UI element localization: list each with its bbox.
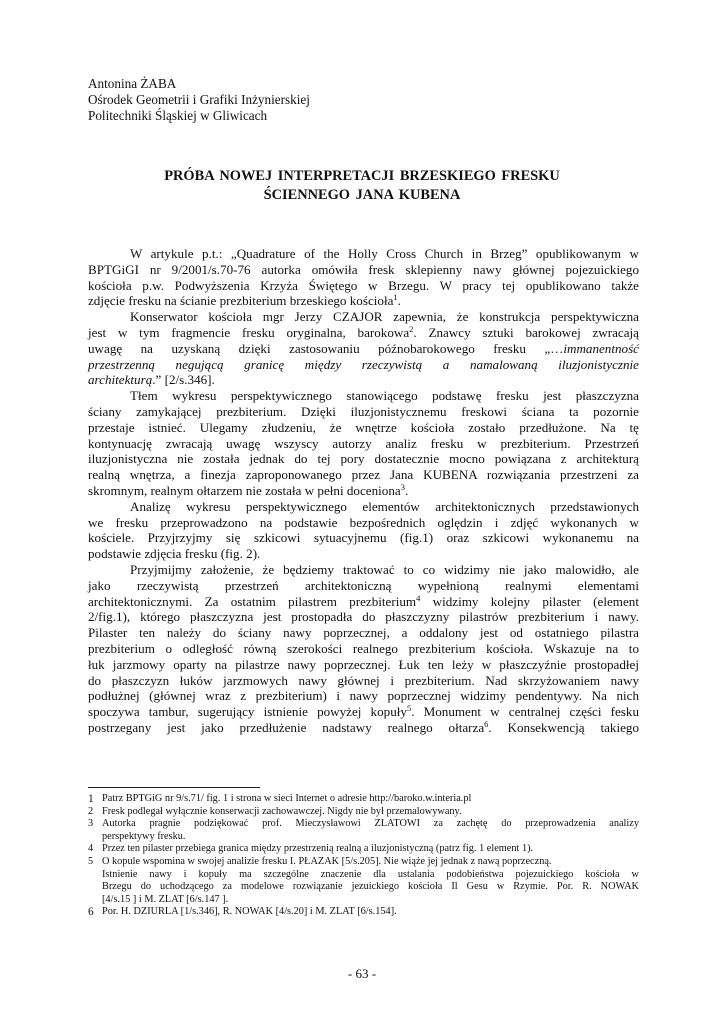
text-line: iluzjonistyczna nie została jednak do tej pory dostatecznie mocno powiązana z architekturą: [88, 451, 639, 467]
paragraph-1: [88, 246, 639, 309]
text-run: architektonicznymi. Za ostatnim pilastrem prezbiterium: [88, 593, 417, 609]
text-line: BPTGiGI nr 9/2001/s.70-76 autorka omówiła fresk sklepienny nawy głównej pojezuickiego: [88, 261, 639, 277]
page-number: - 63 -: [347, 966, 377, 981]
text-line: przestaje istnieć. Ulegamy złudzeniu, że wnętrze kościoła zostało przedłużone. Na tę: [88, 419, 639, 435]
footnote-text: Por. H. DZIURLA [1/s.346], R. NOWAK [4/s.20] i M. ZLAT [6/s.154].: [102, 906, 397, 918]
paragraph-2: [88, 309, 639, 388]
footnote-ref-6: 6: [484, 718, 489, 729]
text-line: [88, 357, 639, 373]
text-line: podłużnej (głównej wraz z prezbiterium) i nawy poprzecznej widzimy pendentywy. Na nich: [88, 688, 639, 704]
text-run: uwagę na uzyskaną dzięki zastosowaniu późnobarokowego fresku „…: [88, 340, 564, 356]
text-run: . Monument w centralnej części fesku: [411, 704, 639, 720]
text-line: Konserwator kościoła mgr Jerzy CZAJOR zapewnia, że konstrukcja perspektywiczna: [130, 309, 639, 325]
text-line: [88, 293, 639, 309]
text-line: [88, 372, 639, 388]
footnote-text: Brzegu do uchodzącego za modelowe rozwiązanie jezuickiego kościoła Il Gesu w Rzymie. Por. R. NOWAK: [102, 881, 639, 893]
footnote-4: [88, 843, 639, 856]
text-line: [88, 325, 639, 341]
text-line: Analizę wykresu perspektywicznego elementów architektonicznych przedstawionych: [130, 498, 639, 514]
footnote-text: Autorka pragnie podziękować prof. Mieczysławowi ZLATOWI za zachętę do przeprowadzenia analizy: [102, 818, 639, 830]
footnote-number: 3: [88, 818, 94, 830]
footnote-separator: [88, 787, 260, 788]
text-run: widzimy kolejny pilaster (element: [420, 593, 639, 609]
text-line: [88, 483, 639, 499]
text-line: [88, 704, 639, 720]
text-run: skromnym, realnym ołtarzem nie została w pełni doceniona: [88, 482, 401, 498]
text-line: [88, 341, 639, 357]
text-line: podstawie zdjęcia fresku (fig. 2).: [88, 546, 261, 562]
text-run: .” [2/s.346].: [152, 372, 215, 388]
text-line: Przyjmijmy założenie, że będziemy traktować to co widzimy nie jako malowidło, ale: [130, 561, 639, 577]
text-line: we fresku przeprowadzono na podstawie bezpośrednich oględzin i zdjęć wykonanych w: [88, 514, 639, 530]
text-line: kościoła p.w. Podwyższenia Krzyża Świętego w Brzegu. W pracy tej opublikowano także: [88, 277, 639, 293]
title-line-2: ŚCIENNEGO JANA KUBENA: [263, 187, 461, 203]
text-line: realną wnętrza, a finezja zaproponowanego przez Jana KUBENA rozwiązania przestrzeni za: [88, 467, 639, 483]
text-line: kontynuację zwracają uwagę wszyscy autorzy analiz fresku w prezbiterium. Przestrzeń: [88, 435, 639, 451]
footnote-text: Przez ten pilaster przebiega granica między przestrzenią realną a iluzjonistyczną (patrz fig. 1 element 1).: [102, 843, 534, 855]
text-line: do płaszczyzn łuków jarzmowych nawy głównej i prezbiterium. Nad skrzyżowaniem nawy: [88, 672, 639, 688]
footnote-text: Fresk podlegał wyłącznie konserwacji zachowawczej. Nigdy nie był przemalowywany.: [102, 805, 462, 817]
text-line: łuk jarzmowy oparty na pilastrze nawy poprzecznej. Łuk ten leży w płaszczyźnie prostopadłej: [88, 656, 639, 672]
paragraph-5: [88, 562, 639, 736]
footnote-number: 4: [88, 843, 94, 855]
footnote-1: [88, 793, 639, 806]
footnote-5: [88, 856, 639, 906]
footnotes: [88, 793, 639, 919]
text-line: [88, 720, 639, 736]
footnote-text: O kopule wspomina w swojej analizie fresku I. PŁAZAK [5/s.205]. Nie wiąże jej jednak z nawą poprzeczną.: [102, 855, 552, 867]
footnote-ref-4: 4: [416, 592, 421, 603]
text-run: . Znawcy sztuki barokowej zwracają: [413, 324, 639, 340]
text-run: . Konsekwencją takiego: [488, 719, 639, 735]
affiliation-line-2: Politechniki Śląskiej w Gliwicach: [88, 108, 268, 124]
author-name: Antonina ŻABA: [88, 76, 177, 91]
text-line: Tłem wykresu perspektywicznego stanowiącego podstawę fresku jest płaszczyzna: [130, 388, 639, 404]
footnote-ref-2: 2: [409, 323, 414, 334]
footnote-2: [88, 806, 639, 819]
text-run: .: [397, 293, 401, 309]
text-line: 2/fig.1), którego płaszczyzna jest prostopadła do płaszczyzny pilastrów prezbiterium i nawy.: [88, 609, 639, 625]
footnote-text: Patrz BPTGiG nr 9/s.71/ fig. 1 i strona w sieci Internet o adresie http://baroko.w.interia.pl: [102, 793, 472, 804]
text-line: W artykule p.t.: „Quadrature of the Holly Cross Church in Brzeg” opublikowanym w: [130, 246, 639, 261]
paper-title: [88, 167, 636, 205]
text-line: kościele. Przyjrzyjmy się szkicowi sytuacyjnemu (fig.1) oraz szkicowi wykonanemu na: [88, 530, 639, 546]
footnote-number: 5: [88, 855, 94, 867]
text-run: jest w tym fragmencie fresku oryginalna, barokowa: [88, 324, 410, 340]
text-line: ściany zamykającej prezbiterium. Dzięki iluzjonistycznemu freskowi ściana ta pozornie: [88, 403, 639, 419]
author-block: [88, 76, 310, 125]
footnote-3: [88, 818, 639, 843]
body-text: [88, 246, 639, 736]
footnote-number: 6: [88, 906, 94, 919]
footnote-number: 1: [88, 793, 94, 805]
text-line: prezbiterium o odległość równą szerokości realnego prezbiterium kościoła. Wskazuje na to: [88, 640, 639, 656]
text-run: .: [404, 482, 409, 498]
footnote-text: perspektywy fresku.: [102, 830, 186, 842]
italic-run: architekturą: [88, 372, 153, 388]
text-run: zdjęcie fresku na ścianie prezbiterium brzeskiego kościoła: [88, 293, 394, 309]
footnote-text: Istnienie nawy i kopuły ma szczególne znaczenie dla ustalania podobieństwa pojezuickiego kościoła w: [102, 868, 639, 880]
footnote-number: 2: [88, 805, 94, 817]
paragraph-3: [88, 388, 639, 499]
italic-run: immanentność: [563, 340, 639, 356]
text-run: spoczywa tambur, sugerujący istnienie powyżej kopuły: [88, 704, 407, 720]
title-line-1: PRÓBA NOWEJ INTERPRETACJI BRZESKIEGO FRESKU: [164, 168, 560, 184]
footnote-ref-1: 1: [393, 292, 398, 303]
italic-run: przestrzenną negującą granicę między rzeczywistą a namalowaną iluzjonistycznie: [88, 356, 639, 372]
text-run: postrzegany jest jako przedłużenie nadstawy realnego ołtarza: [88, 719, 485, 735]
paragraph-4: [88, 499, 639, 562]
text-line: [88, 594, 639, 610]
text-line: Pilaster ten należy do ściany nawy poprzecznej, a oddalony jest od ostatniego pilastra: [88, 625, 639, 641]
footnote-text: [4/s.15 ] i M. ZLAT [6/s.147 ].: [102, 893, 229, 905]
footnote-ref-3: 3: [400, 481, 405, 492]
footnote-ref-5: 5: [406, 703, 412, 714]
text-line: jako rzeczywistą przestrzeń architektoniczną wypełnioną realnymi elementami: [88, 577, 639, 593]
footnote-6: [88, 906, 639, 919]
affiliation-line-1: Ośrodek Geometrii i Grafiki Inżynierskiej: [88, 92, 310, 108]
